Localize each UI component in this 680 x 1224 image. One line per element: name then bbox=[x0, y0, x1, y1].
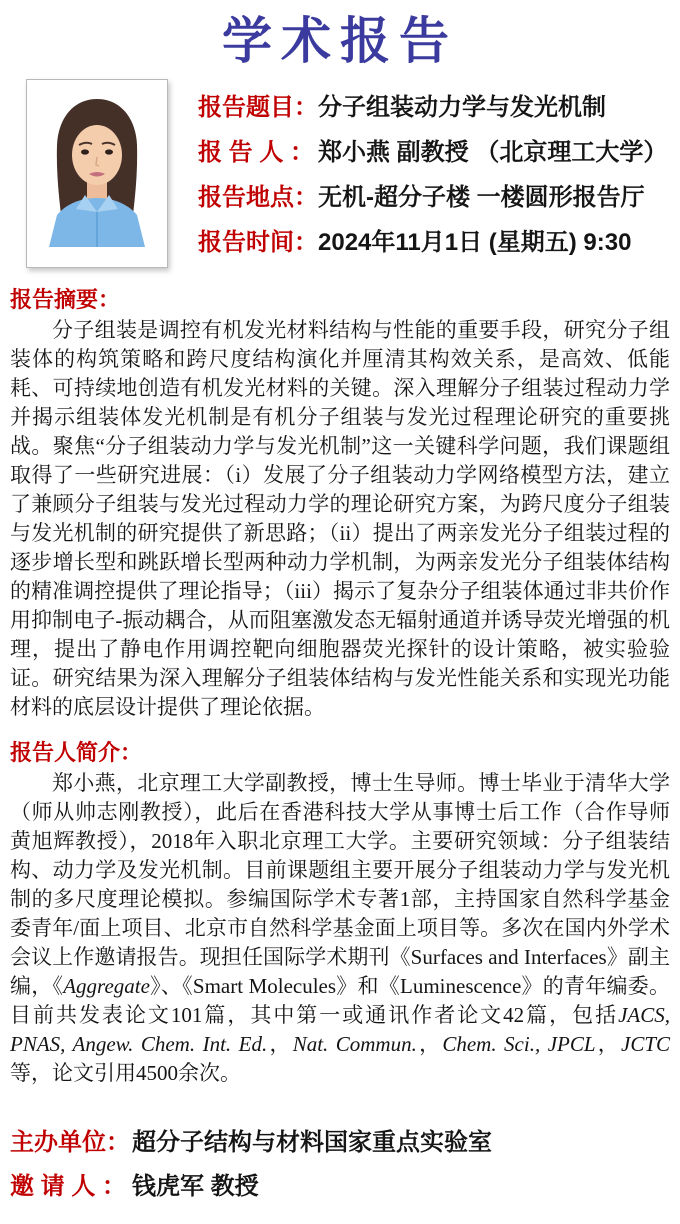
abstract-heading: 报告摘要： bbox=[10, 287, 121, 312]
abstract-text: 分子组装是调控有机发光材料结构与性能的重要手段，研究分子组装体的构筑策略和跨尺度结构演化并厘清其构效关系，是高效、低能耗、可持续地创造有机发光材料的关键。深入理解分子组装过程动力学并揭示组装体发光机制是有机分子组装与发光过程理论研究的重要挑战。聚焦“分子组装动力学与发光机制”这一关键科学问题，我们课题组取得了一些研究进展：（i）发展了分子组装动力学网络模型方法，建立了兼顾分子组装与发光过程动力学的理论研究方案，为跨尺度分子组装与发光机制的研究提供了新思路；（ii）提出了两亲发光分子组装过程的逐步增长型和跳跃增长型两种动力学机制，为两亲发光分子组装体结构的精准调控提供了理论指导；（iii）揭示了复杂分子组装体通过非共价作用抑制电子-振动耦合，从而阻塞激发态无辐射通道并诱导荧光增强的机理，提出了静电作用调控靶向细胞器荧光探针的设计策略，被实验验证。研究结果为深入理解分子组装体结构与发光性能关系和实现光功能材料的底层设计提供了理论依据。 bbox=[10, 318, 670, 719]
header-block bbox=[0, 79, 680, 269]
organizer-label: 主办单位： bbox=[10, 1129, 130, 1156]
footer-row-organizer bbox=[10, 1122, 670, 1157]
bio-heading: 报告人简介： bbox=[10, 740, 143, 765]
footer-block bbox=[0, 1122, 680, 1201]
poster-page bbox=[0, 14, 680, 1224]
inviter-label: 邀 请 人 ： bbox=[10, 1173, 127, 1200]
page-title: 学术报告 bbox=[222, 12, 458, 70]
abstract-section bbox=[0, 283, 680, 722]
footer-row-inviter bbox=[10, 1166, 670, 1201]
info-value-speaker: 郑小燕 副教授 （北京理工大学） bbox=[318, 139, 668, 166]
info-row-time bbox=[198, 222, 670, 257]
info-value-time: 2024年11月1日 (星期五) 9:30 bbox=[318, 229, 632, 256]
inviter-value: 钱虎军 教授 bbox=[132, 1173, 259, 1200]
info-value-title: 分子组装动力学与发光机制 bbox=[318, 94, 606, 121]
speaker-photo bbox=[26, 79, 168, 268]
info-label-speaker: 报 告 人 ： bbox=[198, 139, 315, 166]
bio-section bbox=[0, 736, 680, 1088]
info-row-title bbox=[198, 87, 670, 122]
organizer-value: 超分子结构与材料国家重点实验室 bbox=[132, 1129, 492, 1156]
info-row-location bbox=[198, 177, 670, 212]
info-label-time: 报告时间： bbox=[198, 229, 318, 256]
info-value-location: 无机-超分子楼 一楼圆形报告厅 bbox=[318, 184, 645, 211]
talk-info-list bbox=[198, 79, 670, 269]
info-label-title: 报告题目： bbox=[198, 94, 318, 121]
info-row-speaker bbox=[198, 132, 670, 167]
info-label-location: 报告地点： bbox=[198, 184, 318, 211]
speaker-portrait-illustration bbox=[27, 81, 167, 267]
bio-text: 郑小燕，北京理工大学副教授，博士生导师。博士毕业于清华大学（师从帅志刚教授），此后在香港科技大学从事博士后工作（合作导师黄旭辉教授），2018年入职北京理工大学。主要研究领域：分子组装结构、动力学及发光机制。目前课题组主要开展分子组装动力学与发光机制的多尺度理论模拟。参编国际学术专著1部，主持国家自然科学基金委青年/面上项目、北京市自然科学基金面上项目等。多次在国内外学术会议上作邀请报告。现担任国际学术期刊《Surfaces and Interfaces》副主编，《Aggregate》、《Smart Molecules》和《Luminescence》的青年编委。目前共发表论文101篇，其中第一或通讯作者论文42篇，包括JACS, PNAS, Angew. Chem. Int. Ed.，Nat. Commun.，Chem. Sci., JPCL，JCTC等，论文引用4500余次。 bbox=[10, 771, 671, 1085]
